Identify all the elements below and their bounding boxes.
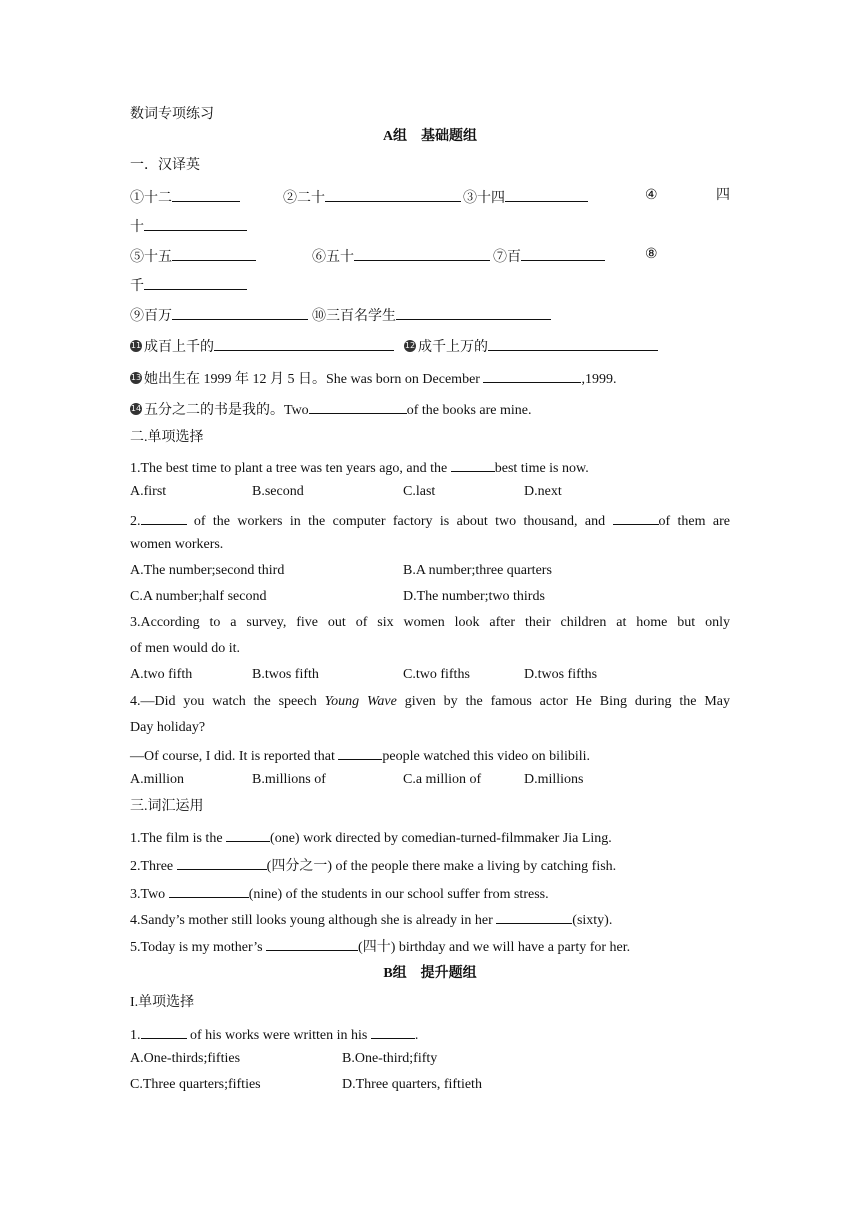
answer-blank[interactable]: [169, 883, 249, 898]
item-7: [493, 246, 605, 267]
item-label: ⑦百: [493, 250, 521, 265]
item-text: (one) work directed by comedian-turned-filmmaker Jia Ling.: [270, 831, 612, 846]
answer-blank[interactable]: [488, 336, 658, 351]
item-label: ①十二: [130, 191, 172, 206]
answer-blank[interactable]: [266, 936, 358, 951]
part-b1-heading: I.单项选择: [130, 995, 195, 1010]
option-b[interactable]: B.millions of: [252, 772, 326, 787]
vocab-item-1: [130, 827, 730, 848]
question-2-continued: women workers.: [130, 537, 224, 552]
answer-blank[interactable]: [371, 1024, 415, 1039]
option-d[interactable]: D.next: [524, 484, 562, 499]
item-13: [130, 368, 730, 389]
item-label: 成千上万的: [418, 340, 488, 355]
answer-blank[interactable]: [144, 275, 247, 290]
item-8-number: ⑧: [645, 247, 658, 262]
option-a[interactable]: A.first: [130, 484, 167, 499]
option-c[interactable]: C.Three quarters;fifties: [130, 1077, 261, 1092]
item-text: 3.Two: [130, 887, 169, 902]
vocab-item-3: [130, 883, 730, 904]
answer-blank[interactable]: [338, 745, 382, 760]
item-label: 千: [130, 279, 144, 294]
item-text: (sixty).: [572, 913, 613, 928]
circled-number-14-icon: 14: [130, 404, 142, 413]
question-text: of them are: [658, 514, 731, 529]
option-a[interactable]: A.two fifth: [130, 667, 193, 682]
item-10: [312, 305, 551, 326]
question-text: 2.: [130, 514, 141, 529]
question-text: 1.The best time to plant a tree was ten years ago, and the: [130, 461, 451, 476]
question-text: best time is now.: [494, 461, 589, 476]
answer-blank[interactable]: [172, 246, 256, 261]
question-text: 1.: [130, 1028, 141, 1043]
item-9: [130, 305, 308, 326]
option-d[interactable]: D.Three quarters, fiftieth: [342, 1077, 482, 1092]
answer-blank[interactable]: [309, 399, 407, 414]
item-14: [130, 399, 730, 420]
item-text: (四十) birthday and we will have a party for her.: [358, 940, 631, 955]
answer-blank[interactable]: [451, 457, 495, 472]
question-text: .: [414, 1028, 419, 1043]
part2-heading: 二.单项选择: [130, 430, 204, 445]
question-text: 4.—Did you watch the speech: [130, 694, 325, 709]
speech-title: Young Wave: [324, 694, 397, 709]
answer-blank[interactable]: [172, 187, 240, 202]
item-text: ,1999.: [581, 372, 617, 387]
answer-blank[interactable]: [144, 216, 247, 231]
doc-title: 数词专项练习: [130, 107, 214, 122]
item-label: ⑥五十: [312, 250, 354, 265]
option-a[interactable]: A.The number;second third: [130, 563, 285, 578]
item-8-continued: [130, 275, 247, 296]
item-text: 2.Three: [130, 859, 177, 874]
item-text: 五分之二的书是我的。Two: [144, 403, 309, 418]
item-4-label: 四: [716, 188, 730, 203]
item-6: [312, 246, 490, 267]
item-4-number: ④: [645, 188, 658, 203]
item-label: 十: [130, 220, 144, 235]
question-3-continued: of men would do it.: [130, 641, 241, 656]
option-b[interactable]: B.One-third;fifty: [342, 1051, 438, 1066]
circled-number-13-icon: 13: [130, 373, 142, 382]
option-d[interactable]: D.twos fifths: [524, 667, 598, 682]
answer-blank[interactable]: [177, 855, 267, 870]
answer-blank[interactable]: [141, 510, 187, 525]
item-1: [130, 187, 240, 208]
item-text: (nine) of the students in our school suffer from stress.: [248, 887, 549, 902]
question-4-continued: Day holiday?: [130, 720, 206, 735]
answer-blank[interactable]: [141, 1024, 187, 1039]
option-c[interactable]: C.two fifths: [403, 667, 470, 682]
item-5: [130, 246, 256, 267]
answer-blank[interactable]: [325, 187, 461, 202]
circled-number-12-icon: 12: [404, 341, 416, 350]
answer-blank[interactable]: [172, 305, 308, 320]
vocab-item-2: [130, 855, 730, 876]
item-text: 5.Today is my mother’s: [130, 940, 267, 955]
answer-blank[interactable]: [396, 305, 551, 320]
option-c[interactable]: C.a million of: [403, 772, 482, 787]
answer-blank[interactable]: [354, 246, 490, 261]
item-text: (四分之一) of the people there make a living by catching fish.: [266, 859, 617, 874]
item-label: 成百上千的: [144, 340, 214, 355]
option-c[interactable]: C.last: [403, 484, 436, 499]
answer-blank[interactable]: [521, 246, 605, 261]
answer-blank[interactable]: [505, 187, 588, 202]
item-text: 4.Sandy’s mother still looks young although she is already in her: [130, 913, 497, 928]
item-3: [463, 187, 588, 208]
question-text: —Of course, I did. It is reported that: [130, 749, 339, 764]
option-b[interactable]: B.twos fifth: [252, 667, 319, 682]
answer-blank[interactable]: [483, 368, 581, 383]
item-11: [130, 336, 394, 357]
question-1: [130, 457, 730, 478]
item-label: ⑤十五: [130, 250, 172, 265]
option-d[interactable]: D.millions: [524, 772, 584, 787]
question-3: 3.According to a survey, five out of six women look after their children at home but only: [130, 615, 730, 630]
item-label: ②二十: [283, 191, 325, 206]
item-label: ⑩三百名学生: [312, 309, 396, 324]
option-b[interactable]: B.second: [252, 484, 304, 499]
item-label: ③十四: [463, 191, 505, 206]
option-b[interactable]: B.A number;three quarters: [403, 563, 552, 578]
part3-heading: 三.词汇运用: [130, 799, 204, 814]
question-2: [130, 510, 730, 531]
option-d[interactable]: D.The number;two thirds: [403, 589, 545, 604]
question-text: of the workers in the computer factory is about two thousand, and: [186, 514, 613, 529]
circled-number-11-icon: 11: [130, 341, 142, 350]
question-4-answer-line: [130, 745, 730, 766]
answer-blank[interactable]: [214, 336, 394, 351]
part1-heading: 一．汉译英: [130, 158, 200, 173]
item-12: [404, 336, 658, 357]
question-text: people watched this video on bilibili.: [382, 749, 591, 764]
vocab-item-4: [130, 909, 730, 930]
item-label: ⑨百万: [130, 309, 172, 324]
group-b-heading: B组 提升题组: [383, 966, 477, 981]
option-c[interactable]: C.A number;half second: [130, 589, 267, 604]
answer-blank[interactable]: [226, 827, 270, 842]
item-text: 她出生在 1999 年 12 月 5 日。She was born on December: [144, 372, 484, 387]
vocab-item-5: [130, 936, 730, 957]
option-a[interactable]: A.One-thirds;fifties: [130, 1051, 241, 1066]
answer-blank[interactable]: [496, 909, 572, 924]
item-text: of the books are mine.: [406, 403, 532, 418]
item-4-continued: [130, 216, 247, 237]
question-text: given by the famous actor He Bing during the May: [396, 694, 730, 709]
item-text: 1.The film is the: [130, 831, 227, 846]
b-question-1: [130, 1024, 730, 1045]
group-a-heading: A组 基础题组: [382, 129, 478, 144]
item-2: [283, 187, 461, 208]
question-4: [130, 693, 730, 711]
option-a[interactable]: A.million: [130, 772, 185, 787]
question-text: of his works were written in his: [186, 1028, 371, 1043]
answer-blank[interactable]: [613, 510, 659, 525]
